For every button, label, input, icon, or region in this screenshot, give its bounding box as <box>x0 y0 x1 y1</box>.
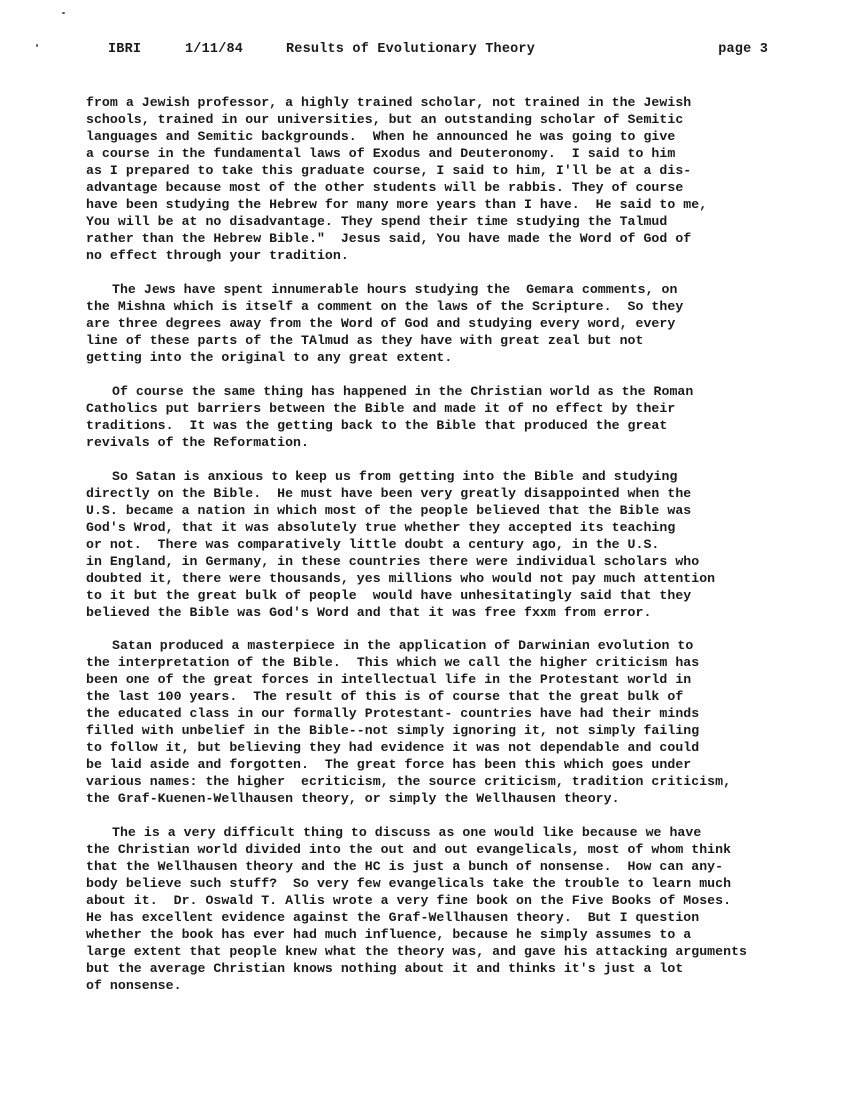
text-line: the Christian world divided into the out and out evangelicals, most of whom think <box>86 842 732 857</box>
text-line: rather than the Hebrew Bible." Jesus said, You have made the Word of God of <box>86 231 692 246</box>
text-line: traditions. It was the getting back to the Bible that produced the great <box>86 418 668 433</box>
scan-speck <box>62 12 65 14</box>
text-line: have been studying the Hebrew for many more years than I have. He said to me, <box>86 197 708 212</box>
text-line: directly on the Bible. He must have been very greatly disappointed when the <box>86 486 692 501</box>
text-line: the Graf-Kuenen-Wellhausen theory, or simply the Wellhausen theory. <box>86 791 620 806</box>
text-line: The Jews have spent innumerable hours studying the Gemara comments, on <box>112 282 678 297</box>
text-line: So Satan is anxious to keep us from getting into the Bible and studying <box>112 469 678 484</box>
text-line: Catholics put barriers between the Bible and made it of no effect by their <box>86 401 676 416</box>
text-line: The is a very difficult thing to discuss as one would like because we have <box>112 825 702 840</box>
text-line: no effect through your tradition. <box>86 248 349 263</box>
text-line: getting into the original to any great extent. <box>86 350 453 365</box>
text-line: be laid aside and forgotten. The great force has been this which goes under <box>86 757 692 772</box>
text-line: filled with unbelief in the Bible--not simply ignoring it, not simply failing <box>86 723 700 738</box>
text-line: a course in the fundamental laws of Exodus and Deuteronomy. I said to him <box>86 146 676 161</box>
text-line: You will be at no disadvantage. They spend their time studying the Talmud <box>86 214 668 229</box>
text-line: to follow it, but believing they had evidence it was not dependable and could <box>86 740 700 755</box>
text-line: the interpretation of the Bible. This which we call the higher criticism has <box>86 655 700 670</box>
document-body <box>86 94 794 1011</box>
text-line: revivals of the Reformation. <box>86 435 309 450</box>
header-org-code: IBRI <box>108 42 142 57</box>
paragraph-5 <box>86 637 794 807</box>
text-line: He has excellent evidence against the Graf-Wellhausen theory. But I question <box>86 910 700 925</box>
paragraph-3 <box>86 383 794 451</box>
paragraph-1 <box>86 94 794 264</box>
page-header <box>108 42 768 62</box>
text-line: Of course the same thing has happened in the Christian world as the Roman <box>112 384 694 399</box>
scan-speck <box>36 44 38 47</box>
text-line: God's Wrod, that it was absolutely true whether they accepted its teaching <box>86 520 676 535</box>
text-line: doubted it, there were thousands, yes millions who would not pay much attention <box>86 571 716 586</box>
text-line: various names: the higher ecriticism, the source criticism, tradition criticism, <box>86 774 732 789</box>
text-line: about it. Dr. Oswald T. Allis wrote a very fine book on the Five Books of Moses. <box>86 893 732 908</box>
text-line: in England, in Germany, in these countries there were individual scholars who <box>86 554 700 569</box>
text-line: advantage because most of the other students will be rabbis. They of course <box>86 180 684 195</box>
text-line: been one of the great forces in intellectual life in the Protestant world in <box>86 672 692 687</box>
text-line: or not. There was comparatively little doubt a century ago, in the U.S. <box>86 537 660 552</box>
text-line: large extent that people knew what the theory was, and gave his attacking arguments <box>86 944 747 959</box>
text-line: believed the Bible was God's Word and that it was free fxxm from error. <box>86 605 652 620</box>
header-date: 1/11/84 <box>185 42 244 57</box>
text-line: body believe such stuff? So very few evangelicals take the trouble to learn much <box>86 876 732 891</box>
text-line: as I prepared to take this graduate course, I said to him, I'll be at a dis- <box>86 163 692 178</box>
text-line: Satan produced a masterpiece in the application of Darwinian evolution to <box>112 638 694 653</box>
text-line: line of these parts of the TAlmud as they have with great zeal but not <box>86 333 644 348</box>
text-line: the educated class in our formally Protestant- countries have had their minds <box>86 706 700 721</box>
text-line: the Mishna which is itself a comment on the laws of the Scripture. So they <box>86 299 684 314</box>
text-line: from a Jewish professor, a highly trained scholar, not trained in the Jewish <box>86 95 692 110</box>
text-line: the last 100 years. The result of this is of course that the great bulk of <box>86 689 684 704</box>
text-line: schools, trained in our universities, but an outstanding scholar of Semitic <box>86 112 684 127</box>
text-line: of nonsense. <box>86 978 182 993</box>
paragraph-2 <box>86 281 794 366</box>
text-line: whether the book has ever had much influence, because he simply assumes to a <box>86 927 692 942</box>
text-line: but the average Christian knows nothing about it and thinks it's just a lot <box>86 961 684 976</box>
text-line: that the Wellhausen theory and the HC is just a bunch of nonsense. How can any- <box>86 859 724 874</box>
text-line: U.S. became a nation in which most of the people believed that the Bible was <box>86 503 692 518</box>
paragraph-4 <box>86 468 794 621</box>
paragraph-6 <box>86 824 794 994</box>
text-line: languages and Semitic backgrounds. When he announced he was going to give <box>86 129 676 144</box>
text-line: to it but the great bulk of people would have unhesitatingly said that they <box>86 588 692 603</box>
text-line: are three degrees away from the Word of God and studying every word, every <box>86 316 676 331</box>
header-page-number: page 3 <box>718 42 768 57</box>
header-title: Results of Evolutionary Theory <box>286 42 536 57</box>
